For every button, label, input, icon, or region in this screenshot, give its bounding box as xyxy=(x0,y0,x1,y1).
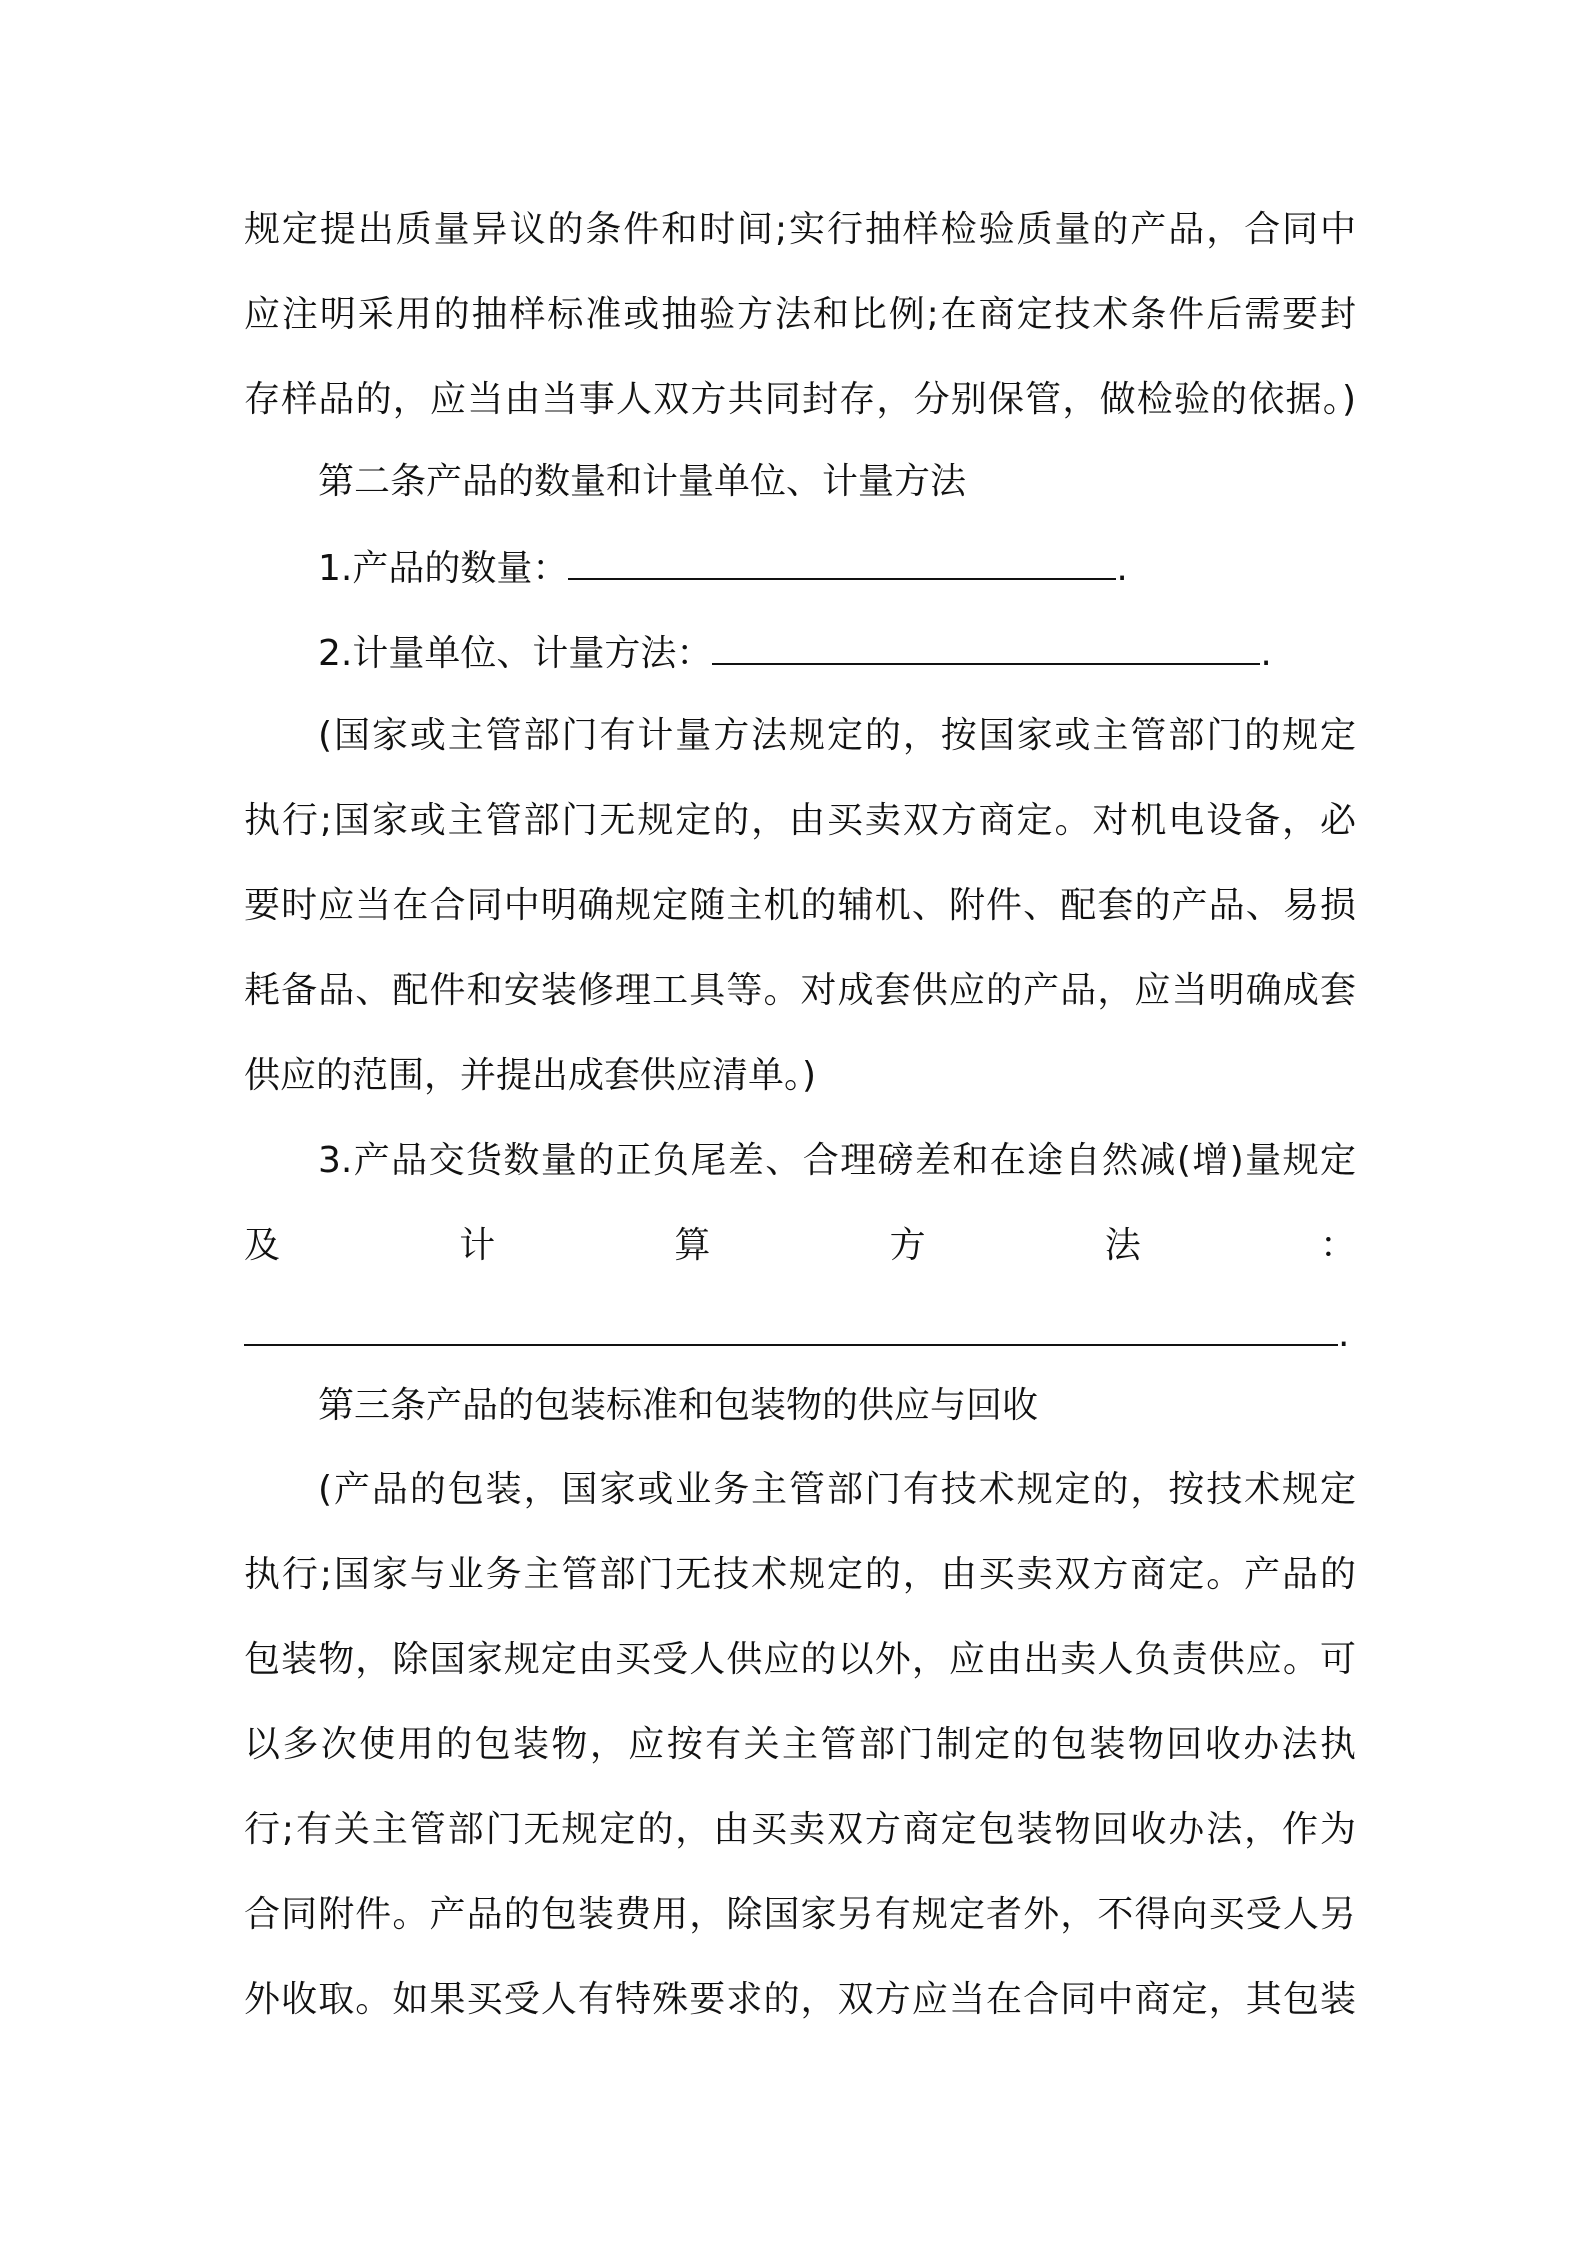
paragraph-line: 执行;国家或主管部门无规定的，由买卖双方商定。对机电设备，必 xyxy=(244,800,1356,841)
paragraph-line: 存样品的，应当由当事人双方共同封存，分别保管，做检验的依据。) xyxy=(244,379,1356,420)
paragraph-line: 执行;国家与业务主管部门无技术规定的，由买卖双方商定。产品的 xyxy=(244,1554,1356,1595)
paragraph-line: 合同附件。产品的包装费用，除国家另有规定者外，不得向买受人另 xyxy=(244,1894,1356,1935)
item-3-line: 3.产品交货数量的正负尾差、合理磅差和在途自然减(增)量规定 xyxy=(318,1140,1356,1181)
item-3-spread-line xyxy=(244,1222,1356,1270)
spread-char: 算 xyxy=(674,1225,711,1266)
spread-char: 及 xyxy=(244,1225,281,1266)
paragraph-line: 包装物，除国家规定由买受人供应的以外，应由出卖人负责供应。可 xyxy=(244,1639,1356,1680)
spread-char: ： xyxy=(1319,1225,1356,1266)
item-2-label: 2.计量单位、计量方法： xyxy=(318,633,713,674)
paragraph-line: 行;有关主管部门无规定的，由买卖双方商定包装物回收办法，作为 xyxy=(244,1809,1356,1850)
paragraph-line: (产品的包装，国家或业务主管部门有技术规定的，按技术规定 xyxy=(318,1469,1356,1510)
item-2-unit-method xyxy=(244,629,1356,677)
paragraph-line: 应注明采用的抽样标准或抽验方法和比例;在商定技术条件后需要封 xyxy=(244,294,1356,335)
quantity-blank[interactable] xyxy=(568,544,1116,580)
article-3-title: 第三条产品的包装标准和包装物的供应与回收 xyxy=(318,1385,1039,1426)
item-1-end: . xyxy=(1116,548,1128,589)
spread-char: 计 xyxy=(459,1225,496,1266)
spread-char: 法 xyxy=(1104,1225,1141,1266)
item-1-label: 1.产品的数量： xyxy=(318,548,569,589)
paragraph-line: 外收取。如果买受人有特殊要求的，双方应当在合同中商定，其包装 xyxy=(244,1979,1356,2020)
article-2-title: 第二条产品的数量和计量单位、计量方法 xyxy=(318,461,967,502)
paragraph-line: 以多次使用的包装物，应按有关主管部门制定的包装物回收办法执 xyxy=(244,1724,1356,1765)
paragraph-line: (国家或主管部门有计量方法规定的，按国家或主管部门的规定 xyxy=(318,715,1356,756)
paragraph-line: 耗备品、配件和安装修理工具等。对成套供应的产品，应当明确成套 xyxy=(244,970,1356,1011)
paragraph-line: 供应的范围，并提出成套供应清单。) xyxy=(244,1055,817,1096)
item-3-blank-line xyxy=(244,1310,1349,1358)
item-3-end: . xyxy=(1338,1314,1350,1355)
paragraph-line: 规定提出质量异议的条件和时间;实行抽样检验质量的产品，合同中 xyxy=(244,209,1356,250)
item-1-quantity xyxy=(244,544,1356,592)
unit-method-blank[interactable] xyxy=(712,629,1260,665)
spread-char: 方 xyxy=(889,1225,926,1266)
paragraph-line: 要时应当在合同中明确规定随主机的辅机、附件、配套的产品、易损 xyxy=(244,885,1356,926)
item-2-end: . xyxy=(1260,633,1272,674)
calculation-blank[interactable] xyxy=(244,1310,1338,1346)
